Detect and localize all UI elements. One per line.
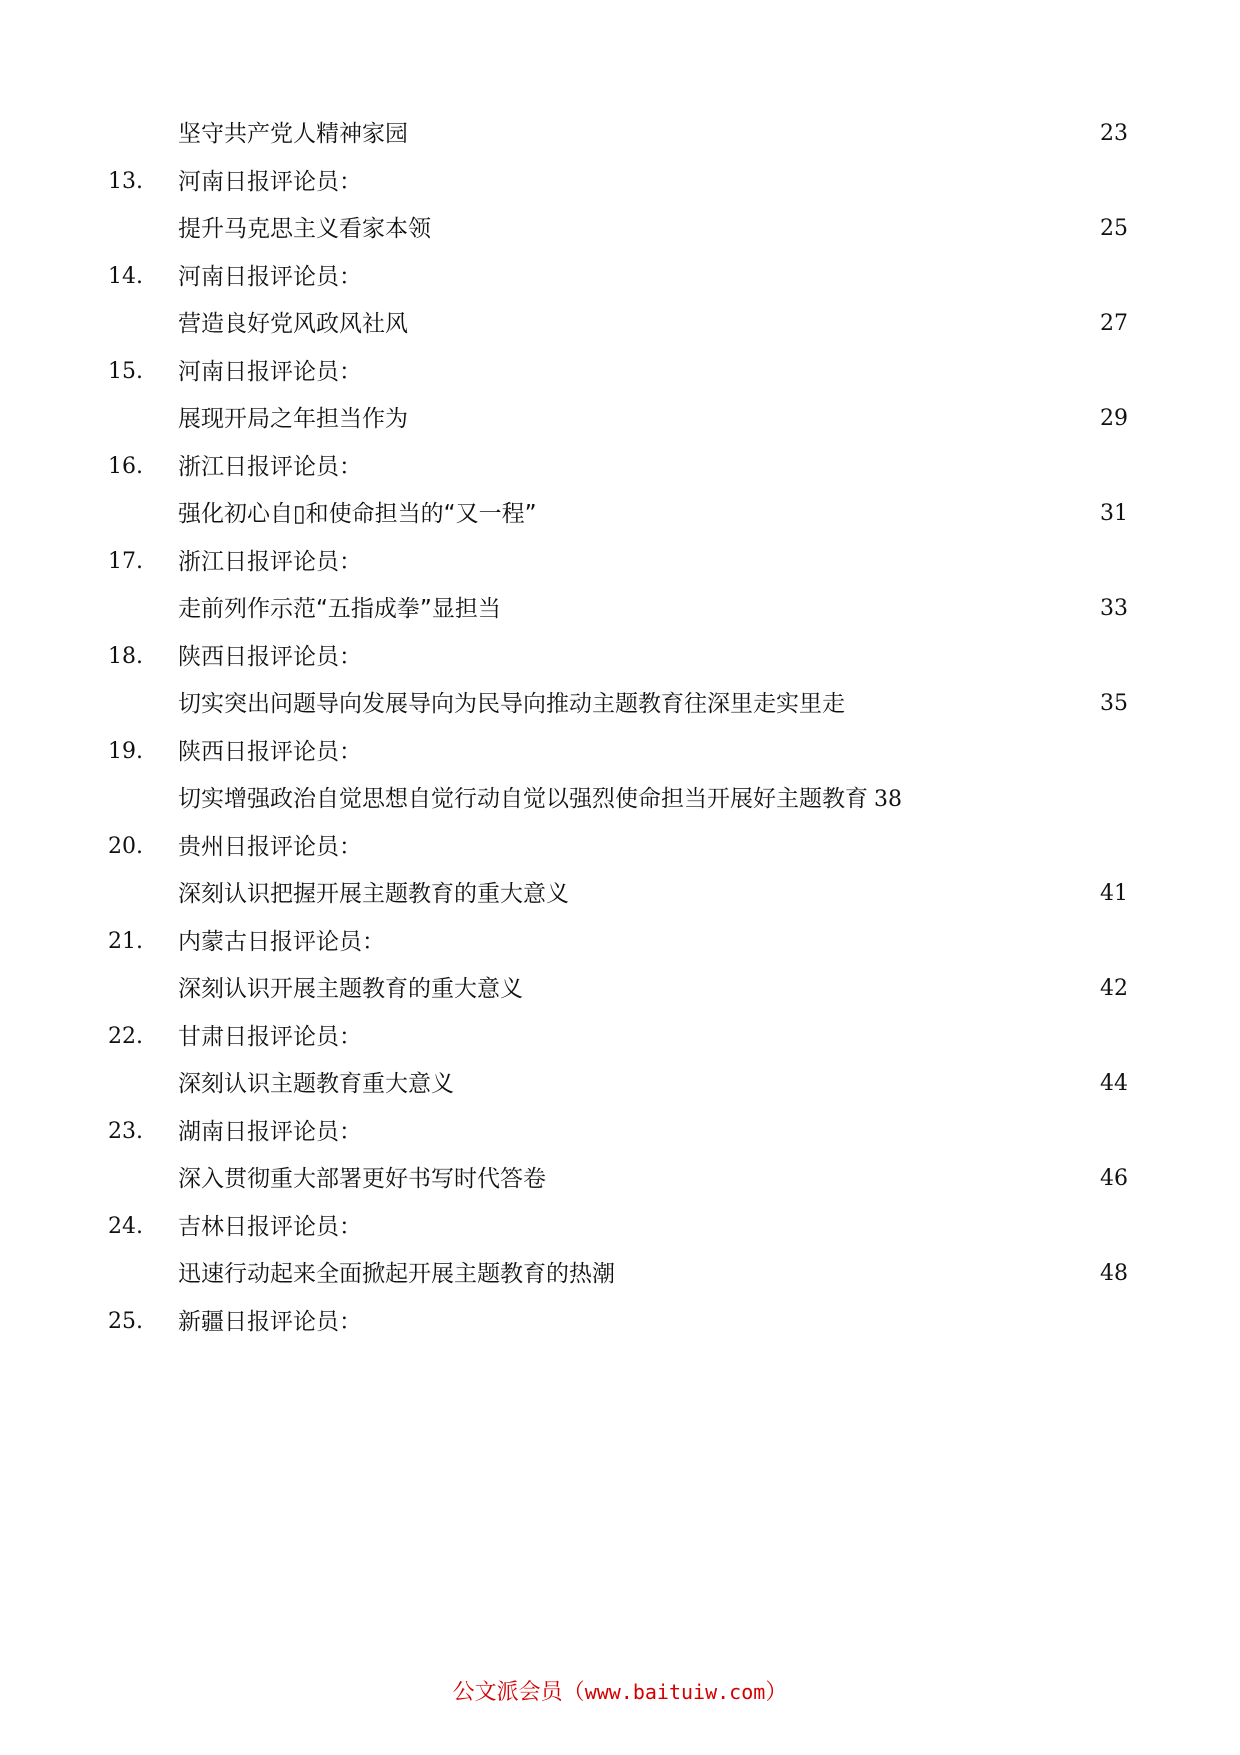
toc-number: 16. xyxy=(108,453,143,479)
toc-author: 陕西日报评论员： xyxy=(178,738,362,765)
toc-author: 湖南日报评论员： xyxy=(178,1118,362,1145)
toc-title: 深刻认识主题教育重大意义 xyxy=(178,1071,454,1097)
toc-author: 甘肃日报评论员： xyxy=(178,1023,362,1050)
toc-page-number: 48 xyxy=(1100,1261,1128,1286)
toc-entry[interactable] xyxy=(0,1064,1240,1104)
toc-number: 19. xyxy=(108,738,143,764)
toc-author: 新疆日报评论员： xyxy=(178,1308,362,1335)
toc-author: 河南日报评论员： xyxy=(178,168,362,195)
toc-heading[interactable] xyxy=(0,257,1240,297)
toc-title: 深入贯彻重大部署更好书写时代答卷 xyxy=(178,1166,546,1192)
toc-page-number: 27 xyxy=(1100,311,1128,336)
toc-number: 14. xyxy=(108,263,143,289)
toc-number: 20. xyxy=(108,833,143,859)
toc-title: 切实突出问题导向发展导向为民导向推动主题教育往深里走实里走 xyxy=(178,691,845,717)
toc-heading[interactable] xyxy=(0,542,1240,582)
toc-page-number: 35 xyxy=(1100,691,1128,716)
toc-entry[interactable] xyxy=(0,209,1240,249)
toc-author: 浙江日报评论员： xyxy=(178,548,362,575)
toc-heading[interactable] xyxy=(0,447,1240,487)
toc-entry[interactable] xyxy=(0,589,1240,629)
toc-page-number: 44 xyxy=(1100,1071,1128,1096)
toc-author: 吉林日报评论员： xyxy=(178,1213,362,1240)
toc-heading[interactable] xyxy=(0,1302,1240,1342)
toc-author: 贵州日报评论员： xyxy=(178,833,362,860)
toc-number: 17. xyxy=(108,548,143,574)
toc-title: 迅速行动起来全面掀起开展主题教育的热潮 xyxy=(178,1261,615,1287)
toc-heading[interactable] xyxy=(0,637,1240,677)
toc-number: 23. xyxy=(108,1118,143,1144)
toc-heading[interactable] xyxy=(0,1207,1240,1247)
footer-brand: 公文派会员（ xyxy=(452,1680,585,1705)
footer-watermark xyxy=(0,1675,1240,1706)
toc-number: 25. xyxy=(108,1308,143,1334)
toc-entry[interactable] xyxy=(0,114,1240,154)
toc-entry[interactable] xyxy=(0,494,1240,534)
toc-heading[interactable] xyxy=(0,922,1240,962)
toc-title: 展现开局之年担当作为 xyxy=(178,406,408,432)
toc-page-number: 46 xyxy=(1100,1166,1128,1191)
toc-number: 15. xyxy=(108,358,143,384)
toc-author: 河南日报评论员： xyxy=(178,263,362,290)
toc-number: 21. xyxy=(108,928,143,954)
toc-author: 河南日报评论员： xyxy=(178,358,362,385)
toc-title: 深刻认识把握开展主题教育的重大意义 xyxy=(178,881,569,907)
toc-heading[interactable] xyxy=(0,162,1240,202)
toc-title: 坚守共产党人精神家园 xyxy=(178,121,408,147)
toc-entry[interactable] xyxy=(0,779,1240,819)
toc-entry[interactable] xyxy=(0,304,1240,344)
toc-title: 强化初心自▯和使命担当的“又一程” xyxy=(178,501,537,527)
footer-close: ） xyxy=(765,1680,788,1705)
toc-page-number: 42 xyxy=(1100,976,1128,1001)
toc-title: 深刻认识开展主题教育的重大意义 xyxy=(178,976,523,1002)
toc-entry[interactable] xyxy=(0,1254,1240,1294)
toc-title: 切实增强政治自觉思想自觉行动自觉以强烈使命担当开展好主题教育 38 xyxy=(178,786,902,812)
toc-page-number: 31 xyxy=(1100,501,1128,526)
toc-heading[interactable] xyxy=(0,1112,1240,1152)
footer-url[interactable]: www.baituiw.com xyxy=(584,1680,766,1704)
toc-page-number: 29 xyxy=(1100,406,1128,431)
toc-author: 内蒙古日报评论员： xyxy=(178,928,385,955)
toc-number: 24. xyxy=(108,1213,143,1239)
toc-number: 22. xyxy=(108,1023,143,1049)
toc-title: 营造良好党风政风社风 xyxy=(178,311,408,337)
toc-author: 陕西日报评论员： xyxy=(178,643,362,670)
toc-page-number: 33 xyxy=(1100,596,1128,621)
toc-heading[interactable] xyxy=(0,1017,1240,1057)
toc-title: 走前列作示范“五指成拳”显担当 xyxy=(178,596,501,622)
toc-entry[interactable] xyxy=(0,399,1240,439)
toc-entry[interactable] xyxy=(0,874,1240,914)
toc-entry[interactable] xyxy=(0,1159,1240,1199)
toc-heading[interactable] xyxy=(0,732,1240,772)
toc-number: 13. xyxy=(108,168,143,194)
toc-heading[interactable] xyxy=(0,352,1240,392)
toc-page-number: 23 xyxy=(1100,121,1128,146)
toc-title: 提升马克思主义看家本领 xyxy=(178,216,431,242)
toc-page-number: 41 xyxy=(1100,881,1128,906)
toc-entry[interactable] xyxy=(0,969,1240,1009)
toc-number: 18. xyxy=(108,643,143,669)
toc-heading[interactable] xyxy=(0,827,1240,867)
toc-author: 浙江日报评论员： xyxy=(178,453,362,480)
toc-page-number: 25 xyxy=(1100,216,1128,241)
toc-entry[interactable] xyxy=(0,684,1240,724)
toc-page-number: 38 xyxy=(874,787,902,812)
